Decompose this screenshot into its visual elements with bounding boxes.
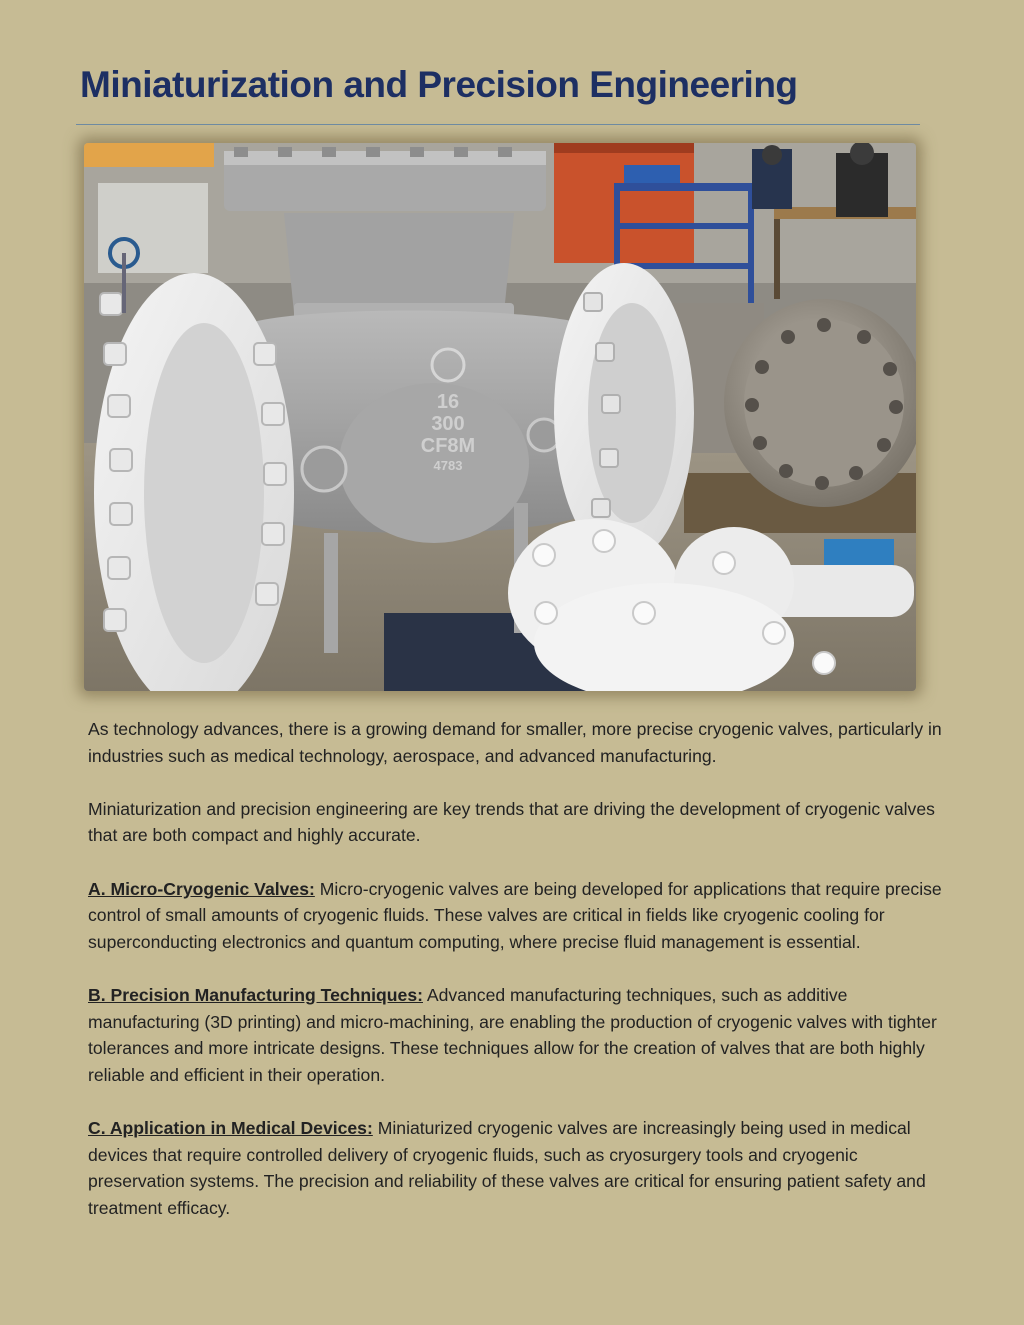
intro-paragraph: As technology advances, there is a growing demand for smaller, more precise cryogenic valves, particularly in industries such as medical technology, aerospace, and advanced manufacturing.: [88, 719, 942, 766]
page-title: Miniaturization and Precision Engineering: [80, 64, 798, 105]
title-divider: [76, 124, 920, 125]
valve-marking-4783: 4783: [433, 458, 463, 473]
section-precision-manufacturing: [88, 982, 948, 1088]
section-micro-cryogenic-valves: [88, 876, 948, 956]
valve-marking-cf8m: CF8M: [420, 435, 476, 457]
section-text: Miniaturized cryogenic valves are increasingly being used in medical devices that require controlled delivery of cryogenic fluids, such as cryosurgery tools and cryogenic preservation systems. The precision and reliability of these valves are critical for ensuring patient safety and treatment efficacy.: [88, 1117, 926, 1218]
section-medical-devices: [88, 1115, 948, 1221]
article-body: [88, 716, 948, 1248]
section-heading: C. Application in Medical Devices:: [88, 1117, 373, 1138]
valve-marking-300: 300: [431, 413, 465, 435]
section-text: Micro-cryogenic valves are being developed for applications that require precise control of small amounts of cryogenic fluids. These valves are critical in fields like cryogenic cooling for superconducting electronics and quantum computing, where precise fluid management is essential.: [88, 878, 942, 952]
section-heading: A. Micro-Cryogenic Valves:: [88, 878, 315, 899]
frosted-valve-photo: [84, 143, 916, 691]
section-text: Advanced manufacturing techniques, such as additive manufacturing (3D printing) and micro-machining, are enabling the production of cryogenic valves with tighter tolerances and more intricate designs. These techniques allow for the creation of valves that are both highly reliable and efficient in their operation.: [88, 984, 937, 1085]
valve-marking-16: 16: [436, 391, 460, 413]
section-heading: B. Precision Manufacturing Techniques:: [88, 984, 423, 1005]
trends-paragraph: Miniaturization and precision engineering are key trends that are driving the development of cryogenic valves that are both compact and highly accurate.: [88, 798, 935, 846]
